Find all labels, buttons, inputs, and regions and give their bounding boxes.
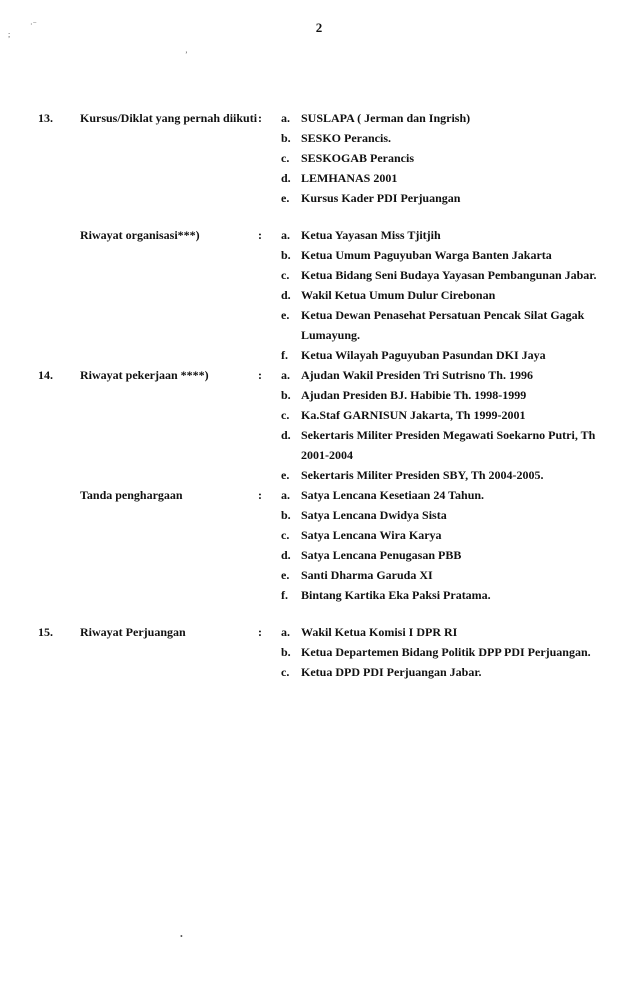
item-letter: b.: [281, 131, 291, 145]
list-item: [0, 622, 638, 642]
item-text: SUSLAPA ( Jerman dan Ingrish): [301, 111, 471, 125]
section: [0, 622, 638, 682]
item-letter: b.: [281, 388, 291, 402]
list-item: [0, 585, 638, 605]
item-text: Ketua Wilayah Paguyuban Pasundan DKI Jaya: [301, 348, 546, 362]
section-number: 15.: [38, 625, 53, 639]
item-text: Ketua Departemen Bidang Politik DPP PDI Perjuangan.: [301, 645, 591, 659]
list-item: [0, 385, 638, 405]
item-text: Ajudan Presiden BJ. Habibie Th. 1998-1999: [301, 388, 527, 402]
item-text: Satya Lencana Penugasan PBB: [301, 548, 462, 562]
colon-separator: :: [258, 625, 262, 639]
item-letter: e.: [281, 308, 290, 322]
item-text: Santi Dharma Garuda XI: [301, 568, 433, 582]
colon-separator: :: [258, 228, 262, 242]
section-number: 14.: [38, 368, 53, 382]
section-label: Riwayat Perjuangan: [80, 625, 186, 639]
item-letter: b.: [281, 248, 291, 262]
list-item: [0, 505, 638, 525]
item-text: Satya Lencana Dwidya Sista: [301, 508, 447, 522]
item-text: Ka.Staf GARNISUN Jakarta, Th 1999-2001: [301, 408, 526, 422]
list-item: [0, 405, 638, 425]
section: [0, 485, 638, 605]
section: [0, 225, 638, 365]
list-item: [0, 465, 638, 485]
item-letter: e.: [281, 191, 290, 205]
item-letter: d.: [281, 288, 291, 302]
item-text: Wakil Ketua Umum Dulur Cirebonan: [301, 288, 496, 302]
item-letter: a.: [281, 228, 290, 242]
item-text: Ajudan Wakil Presiden Tri Sutrisno Th. 1996: [301, 368, 533, 382]
colon-separator: :: [258, 488, 262, 502]
list-item: [0, 425, 638, 465]
item-text: Ketua Umum Paguyuban Warga Banten Jakarta: [301, 248, 552, 262]
list-item: [0, 662, 638, 682]
item-letter: b.: [281, 508, 291, 522]
item-text: Ketua Yayasan Miss Tjitjih: [301, 228, 441, 242]
colon-separator: :: [258, 368, 262, 382]
list-item: [0, 225, 638, 245]
list-item: [0, 642, 638, 662]
item-letter: c.: [281, 268, 290, 282]
item-text: Bintang Kartika Eka Paksi Pratama.: [301, 588, 491, 602]
section-label: Tanda penghargaan: [80, 488, 183, 502]
list-item: [0, 128, 638, 148]
item-text: Wakil Ketua Komisi I DPR RI: [301, 625, 458, 639]
biography-list: [0, 108, 638, 682]
scan-speck: ·⁻: [30, 20, 37, 29]
section: [0, 365, 638, 485]
list-item: [0, 525, 638, 545]
item-text: Sekertaris Militer Presiden SBY, Th 2004-2005.: [301, 468, 544, 482]
list-item: [0, 285, 638, 305]
item-letter: d.: [281, 548, 291, 562]
item-text: Ketua Dewan Penasehat Persatuan Pencak Silat Gagak Lumayung.: [301, 308, 585, 342]
scan-speck: ʼ: [185, 50, 188, 59]
item-text: Satya Lencana Kesetiaan 24 Tahun.: [301, 488, 485, 502]
item-letter: c.: [281, 665, 290, 679]
item-text: LEMHANAS 2001: [301, 171, 398, 185]
item-text: Sekertaris Militer Presiden Megawati Soekarno Putri, Th 2001-2004: [301, 428, 596, 462]
section-label: Kursus/Diklat yang pernah diikuti: [80, 111, 258, 125]
item-text: SESKO Perancis.: [301, 131, 392, 145]
item-text: Ketua Bidang Seni Budaya Yayasan Pembangunan Jabar.: [301, 268, 597, 282]
section-label: Riwayat pekerjaan ****): [80, 368, 209, 382]
item-letter: c.: [281, 528, 290, 542]
list-item: [0, 168, 638, 188]
item-letter: e.: [281, 468, 290, 482]
item-letter: a.: [281, 625, 290, 639]
item-letter: e.: [281, 568, 290, 582]
list-item: [0, 365, 638, 385]
list-item: [0, 188, 638, 208]
item-letter: a.: [281, 368, 290, 382]
section-number: 13.: [38, 111, 53, 125]
item-text: SESKOGAB Perancis: [301, 151, 415, 165]
list-item: [0, 565, 638, 585]
list-item: [0, 345, 638, 365]
item-letter: a.: [281, 111, 290, 125]
item-letter: c.: [281, 408, 290, 422]
item-letter: a.: [281, 488, 290, 502]
list-item: [0, 108, 638, 128]
item-letter: f.: [281, 588, 288, 602]
list-item: [0, 148, 638, 168]
list-item: [0, 305, 638, 345]
item-letter: f.: [281, 348, 288, 362]
list-item: [0, 485, 638, 505]
item-letter: d.: [281, 171, 291, 185]
item-letter: d.: [281, 428, 291, 442]
item-text: Kursus Kader PDI Perjuangan: [301, 191, 461, 205]
scan-speck: •: [180, 932, 183, 941]
section-label: Riwayat organisasi***): [80, 228, 200, 242]
section: [0, 108, 638, 208]
item-text: Satya Lencana Wira Karya: [301, 528, 442, 542]
list-item: [0, 245, 638, 265]
colon-separator: :: [258, 111, 262, 125]
item-letter: c.: [281, 151, 290, 165]
page-number: 2: [315, 20, 323, 35]
scan-speck: ;: [8, 30, 11, 39]
list-item: [0, 545, 638, 565]
item-text: Ketua DPD PDI Perjuangan Jabar.: [301, 665, 482, 679]
item-letter: b.: [281, 645, 291, 659]
list-item: [0, 265, 638, 285]
